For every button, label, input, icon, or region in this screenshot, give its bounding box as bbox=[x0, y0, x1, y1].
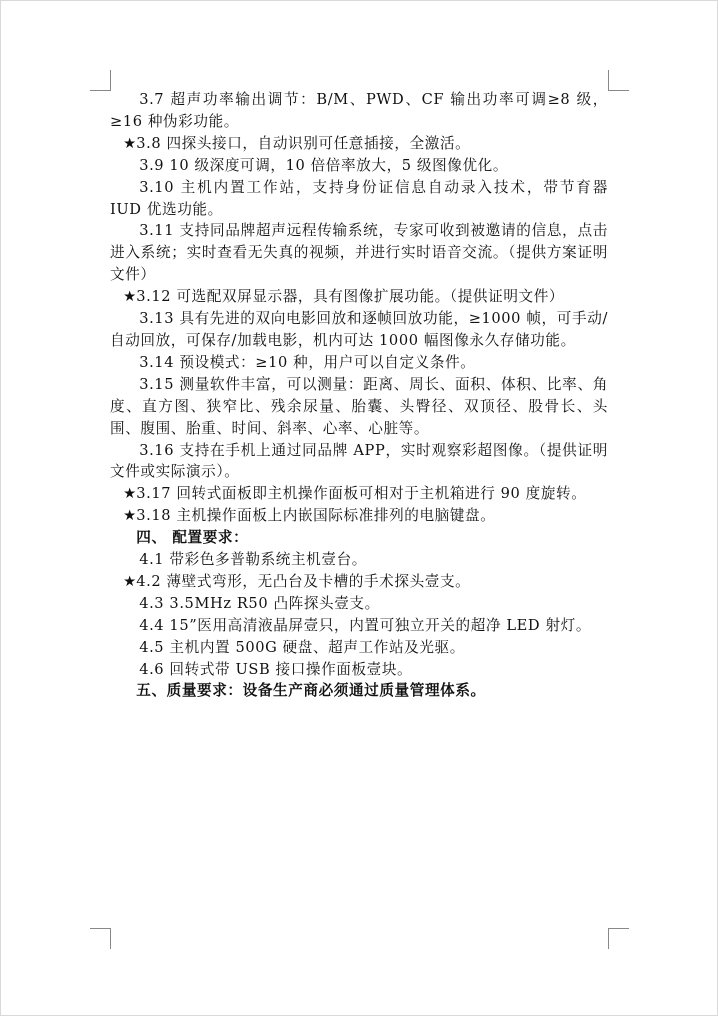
spec-item-3-8: ★3.8 四探头接口，自动识别可任意插接，全激活。 bbox=[123, 134, 471, 152]
config-item-4-4: 4.4 15”医用高清液晶屏壹只，内置可独立开关的超净 LED 射灯。 bbox=[139, 616, 592, 634]
config-item-4-2: ★4.2 薄壁式弯形，无凸台及卡槽的手术探头壹支。 bbox=[123, 572, 471, 590]
star-icon: ★ bbox=[123, 507, 137, 525]
crop-mark-bottom-left bbox=[90, 928, 111, 949]
crop-mark-top-left bbox=[90, 70, 111, 91]
config-item-4-3: 4.3 3.5MHz R50 凸阵探头壹支。 bbox=[139, 594, 380, 612]
spec-item-3-12: ★3.12 可选配双屏显示器，具有图像扩展功能。（提供证明文件） bbox=[123, 288, 565, 306]
config-item-4-1: 4.1 带彩色多普勒系统主机壹台。 bbox=[139, 551, 367, 569]
spec-item-3-11: 3.11 支持同品牌超声远程传输系统，专家可收到被邀请的信息，点击进入系统；实时查看无失真的视频，并进行实时语音交流。（提供方案证明文件） bbox=[110, 222, 608, 284]
spec-item-3-10: 3.10 主机内置工作站，支持身份证信息自动录入技术，带节育器 IUD 优选功能。 bbox=[110, 178, 608, 218]
spec-item-3-7: 3.7 超声功率输出调节：B/M、PWD、CF 输出功率可调≥8 级，≥16 种伪彩功能。 bbox=[110, 91, 608, 130]
spec-item-3-14: 3.14 预设模式：≥10 种，用户可以自定义条件。 bbox=[139, 353, 476, 371]
section-heading-config: 四、 配置要求： bbox=[136, 529, 249, 547]
spec-item-3-16: 3.16 支持在手机上通过同品牌 APP，实时观察彩超图像。（提供证明文件或实际演示）。 bbox=[110, 441, 608, 481]
crop-mark-bottom-right bbox=[608, 928, 629, 949]
spec-item-3-17: ★3.17 回转式面板即主机操作面板可相对于主机箱进行 90 度旋转。 bbox=[123, 485, 587, 503]
star-icon: ★ bbox=[123, 572, 137, 590]
crop-mark-top-right bbox=[608, 70, 629, 91]
config-item-4-5: 4.5 主机内置 500G 硬盘、超声工作站及光驱。 bbox=[139, 638, 465, 656]
section-heading-quality: 五、质量要求：设备生产商必须通过质量管理体系。 bbox=[136, 682, 486, 700]
star-icon: ★ bbox=[123, 485, 137, 503]
spec-item-3-9: 3.9 10 级深度可调，10 倍倍率放大，5 级图像优化。 bbox=[139, 156, 509, 174]
spec-item-3-15: 3.15 测量软件丰富，可以测量：距离、周长、面积、体积、比率、角度、直方图、狭窄比、残余尿量、胎囊、头臀径、双顶径、股骨长、头围、腹围、胎重、时间、斜率、心率、心脏等。 bbox=[110, 375, 608, 437]
star-icon: ★ bbox=[123, 288, 137, 306]
spec-item-3-13: 3.13 具有先进的双向电影回放和逐帧回放功能，≥1000 帧，可手动/自动回放，可保存/加载电影，机内可达 1000 幅图像永久存储功能。 bbox=[110, 310, 608, 349]
config-item-4-6: 4.6 回转式带 USB 接口操作面板壹块。 bbox=[139, 660, 413, 678]
document-body bbox=[110, 89, 608, 702]
star-icon: ★ bbox=[123, 134, 137, 152]
spec-item-3-18: ★3.18 主机操作面板上内嵌国际标准排列的电脑键盘。 bbox=[123, 507, 496, 525]
